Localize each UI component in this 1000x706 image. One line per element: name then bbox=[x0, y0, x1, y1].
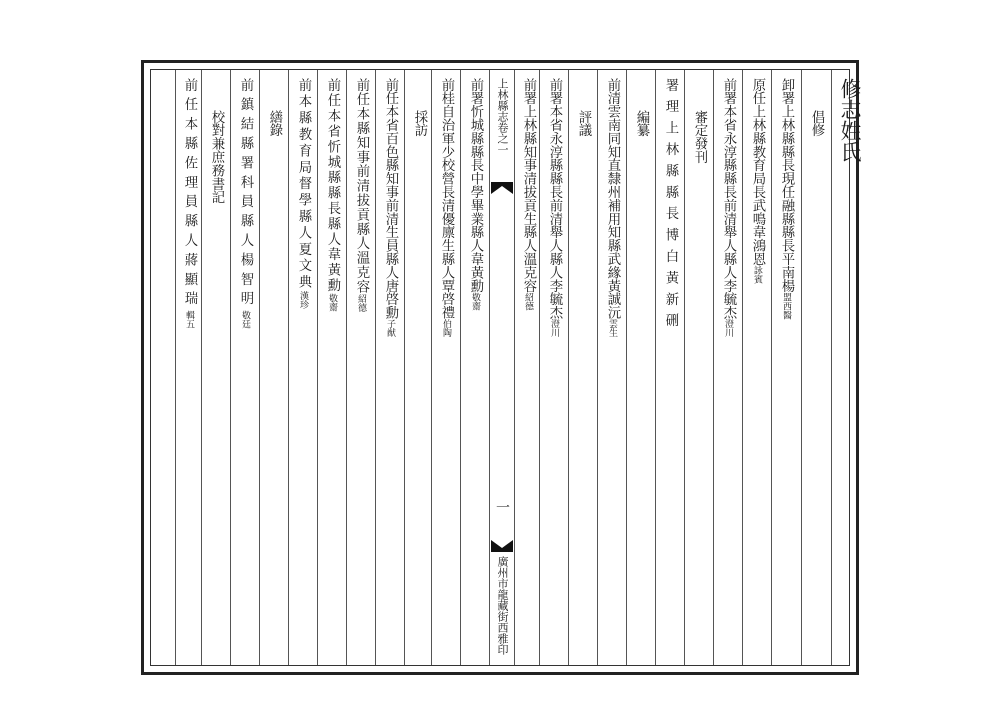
name-entry: 前署本省永淳縣縣長前清舉人縣人李毓杰澄川 bbox=[721, 78, 736, 338]
name-entry: 卸署上林縣縣長現任融縣縣長平南楊盟西醫 bbox=[779, 78, 794, 320]
name-entry: 前清雲南同知直隸州補用知縣武緣黃誠沅雲生 bbox=[605, 78, 620, 338]
printer-imprint: 廣州市龍藏街西雅印 bbox=[496, 556, 509, 655]
section-heading: 校對兼庶務書記 bbox=[209, 110, 224, 204]
page-title: 修志姓氏 bbox=[838, 78, 862, 162]
column-rule bbox=[230, 70, 231, 665]
name-entry: 前任本縣佐理員縣人蔣顯瑞輯五 bbox=[182, 78, 197, 329]
section-heading: 編纂 bbox=[634, 110, 649, 137]
column-rule bbox=[201, 70, 202, 665]
column-rule bbox=[801, 70, 802, 665]
name-entry: 前署忻城縣縣長中學畢業縣人韋黃勳敬齋 bbox=[468, 78, 483, 311]
column-rule bbox=[288, 70, 289, 665]
column-rule bbox=[597, 70, 598, 665]
name-entry: 原任上林縣教育局長武鳴韋鴻恩詠賓 bbox=[750, 78, 765, 284]
column-rule bbox=[431, 70, 432, 665]
column-rule bbox=[626, 70, 627, 665]
page-frame bbox=[141, 60, 862, 675]
name-entry: 前任本省百色縣知事前清生員縣人唐啓勳子猷 bbox=[383, 78, 398, 338]
page-inner-border bbox=[150, 69, 862, 666]
name-entry: 前本縣教育局督學縣人夏文典漢珍 bbox=[296, 78, 311, 310]
section-heading: 倡修 bbox=[809, 110, 824, 137]
section-heading: 評議 bbox=[576, 110, 591, 137]
name-entry: 前任本省忻城縣縣長縣人韋黃勳敬齋 bbox=[325, 78, 340, 312]
section-heading: 審定發刊 bbox=[692, 110, 707, 164]
fish-tail-mark bbox=[491, 182, 513, 194]
name-entry: 前鎮結縣署科員縣人楊智明敬廷 bbox=[238, 78, 253, 329]
fish-tail-mark bbox=[491, 540, 513, 552]
column-rule bbox=[259, 70, 260, 665]
column-rule bbox=[568, 70, 569, 665]
name-entry: 前署本省永淳縣縣長前清舉人縣人李毓杰澄川 bbox=[547, 78, 562, 338]
column-rule bbox=[655, 70, 656, 665]
column-rule bbox=[317, 70, 318, 665]
name-entry: 前署上林縣知事清拔貢生縣人溫克容紹德 bbox=[521, 78, 536, 311]
section-heading: 採訪 bbox=[412, 110, 427, 137]
column-rule bbox=[684, 70, 685, 665]
column-rule bbox=[539, 70, 540, 665]
column-rule bbox=[742, 70, 743, 665]
name-entry: 前桂自治軍少校營長清優廪生縣人覃啓禮伯陶 bbox=[439, 78, 454, 338]
section-heading: 繕錄 bbox=[267, 110, 282, 137]
name-entry: 署理上林縣縣長博白黃新硎 bbox=[663, 78, 678, 335]
book-title: 上林縣志卷之一 bbox=[496, 78, 509, 155]
column-rule bbox=[514, 70, 515, 665]
column-rule bbox=[375, 70, 376, 665]
page-number: 一 bbox=[494, 500, 510, 514]
name-entry: 前任本縣知事前清拔貢縣人溫克容紹德 bbox=[354, 78, 369, 312]
column-rule bbox=[831, 70, 832, 665]
column-rule bbox=[346, 70, 347, 665]
column-rule bbox=[771, 70, 772, 665]
column-rule bbox=[404, 70, 405, 665]
column-rule bbox=[460, 70, 461, 665]
column-rule bbox=[175, 70, 176, 665]
column-rule bbox=[489, 70, 490, 665]
column-rule bbox=[713, 70, 714, 665]
